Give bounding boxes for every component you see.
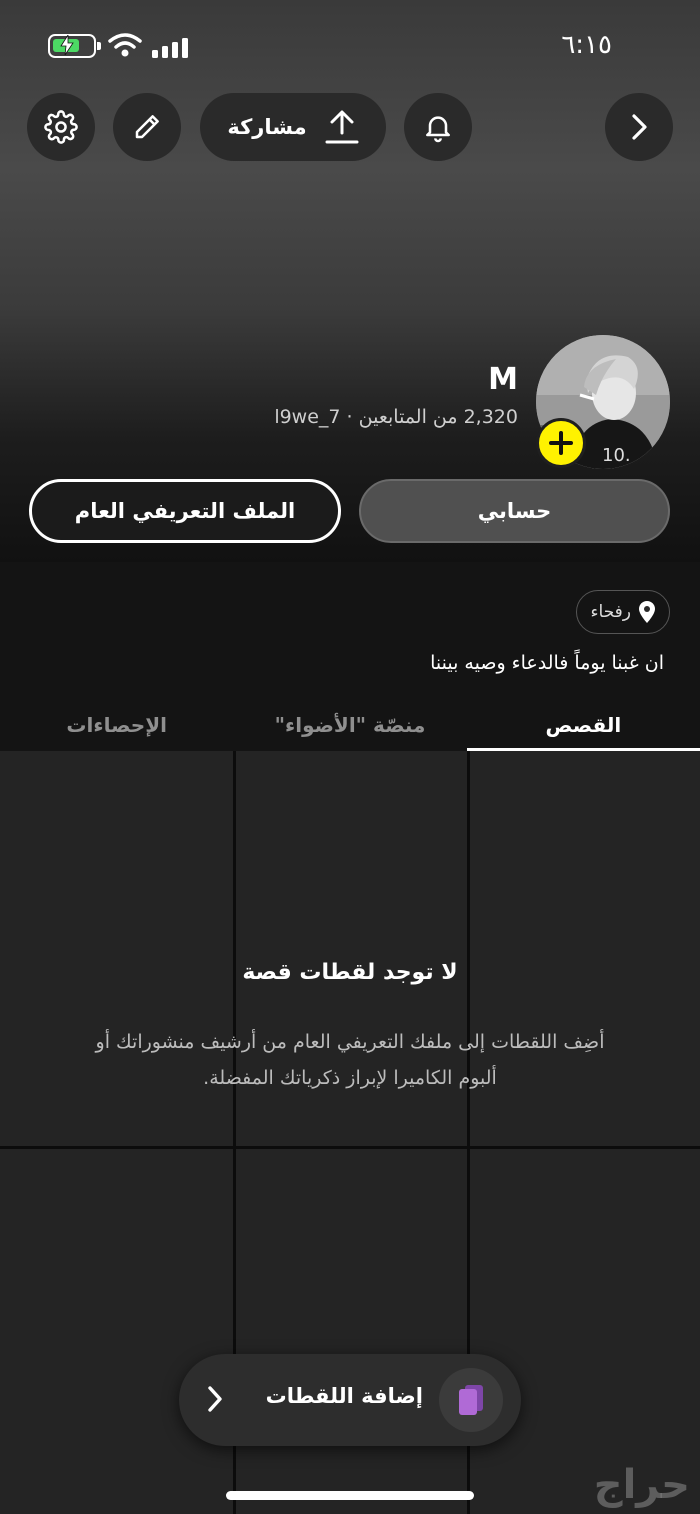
display-name: M xyxy=(488,362,518,397)
grid-cell xyxy=(470,1149,700,1514)
tab-stories[interactable]: القصص xyxy=(467,705,700,751)
tab-spotlight[interactable]: منصّة "الأضواء" xyxy=(274,713,426,737)
settings-button[interactable] xyxy=(27,93,95,161)
share-label: مشاركة xyxy=(227,115,307,139)
my-account-button[interactable]: حسابي xyxy=(359,479,670,543)
plus-icon xyxy=(548,430,574,456)
watermark-logo: حراج xyxy=(593,1462,690,1508)
chevron-left-icon xyxy=(205,1384,225,1414)
add-snaps-label: إضافة اللقطات xyxy=(265,1384,423,1408)
chevron-right-icon xyxy=(628,112,650,142)
snap-cards-icon xyxy=(456,1383,486,1417)
grid-cell xyxy=(236,1149,467,1514)
gear-icon xyxy=(44,110,78,144)
empty-state-description: أضِف اللقطات إلى ملفك التعريفي العام من أرشيف منشوراتك أو ألبوم الكاميرا لإبراز ذكرياتك المفضلة. xyxy=(95,1031,605,1089)
cellular-signal-icon xyxy=(152,38,190,58)
pencil-icon xyxy=(132,112,162,142)
location-label: رفحاء xyxy=(590,602,631,622)
share-button[interactable] xyxy=(200,93,386,161)
notifications-button[interactable] xyxy=(404,93,472,161)
wifi-icon xyxy=(108,32,142,58)
forward-button[interactable] xyxy=(605,93,673,161)
username: l9we_7 xyxy=(274,406,341,428)
location-chip[interactable] xyxy=(576,590,670,634)
edit-button[interactable] xyxy=(113,93,181,161)
separator-dot: · xyxy=(346,406,353,428)
public-profile-button[interactable]: الملف التعريفي العام xyxy=(29,479,341,543)
profile-subinfo xyxy=(274,406,518,428)
status-time: ٦:١٥ xyxy=(561,30,612,60)
bell-icon xyxy=(422,111,454,143)
status-bar xyxy=(0,0,700,90)
home-indicator[interactable] xyxy=(226,1491,474,1500)
add-story-badge[interactable] xyxy=(536,418,586,468)
bio-text: ان غبنا يوماً فالدعاء وصيه بيننا xyxy=(430,652,664,674)
snaps-icon-wrap xyxy=(439,1368,503,1432)
battery-icon xyxy=(48,34,96,58)
tab-insights[interactable]: الإحصاءات xyxy=(66,713,167,737)
add-snaps-button[interactable] xyxy=(179,1354,521,1446)
profile-tabs xyxy=(0,705,700,751)
svg-text:10.: 10. xyxy=(602,445,631,466)
upload-icon xyxy=(325,109,359,145)
location-pin-icon xyxy=(639,601,655,623)
empty-state-title: لا توجد لقطات قصة xyxy=(242,960,458,985)
followers-count[interactable]: 2,320 من المتابعين xyxy=(358,406,518,428)
grid-cell xyxy=(0,1149,233,1514)
